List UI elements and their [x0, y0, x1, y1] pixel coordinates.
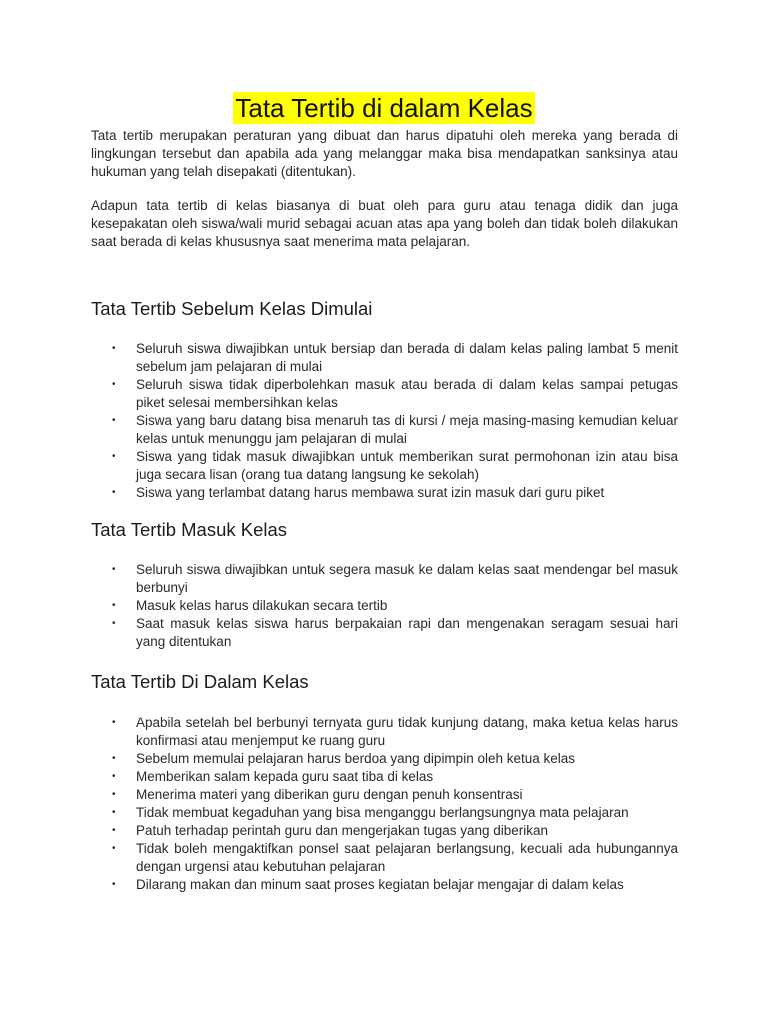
list-item-text: Siswa yang terlambat datang harus membawa surat izin masuk dari guru piket: [136, 485, 605, 500]
list-item-text: Siswa yang tidak masuk diwajibkan untuk memberikan surat permohonan izin atau bisa juga secara lisan (orang tua datang langsung ke sekolah): [136, 449, 678, 482]
list-item: [112, 768, 678, 786]
bullet-icon: •: [112, 789, 116, 800]
section-heading-entering-class: Tata Tertib Masuk Kelas: [91, 519, 288, 540]
section-heading-inside-class: Tata Tertib Di Dalam Kelas: [91, 671, 309, 692]
list-item: [112, 448, 678, 484]
list-item-text: Tidak membuat kegaduhan yang bisa menganggu berlangsungnya mata pelajaran: [136, 805, 629, 820]
list-item: [112, 714, 678, 750]
list-item-text: Memberikan salam kepada guru saat tiba di kelas: [136, 769, 434, 784]
bullet-icon: •: [112, 564, 116, 575]
list-inside-class: [112, 714, 678, 894]
list-item-text: Menerima materi yang diberikan guru dengan penuh konsentrasi: [136, 787, 523, 802]
bullet-icon: •: [112, 618, 116, 629]
bullet-icon: •: [112, 879, 116, 890]
bullet-icon: •: [112, 771, 116, 782]
list-item: [112, 750, 678, 768]
list-item-text: Dilarang makan dan minum saat proses kegiatan belajar mengajar di dalam kelas: [136, 877, 624, 892]
list-item: [112, 340, 678, 376]
list-item: [112, 597, 678, 615]
bullet-icon: •: [112, 487, 116, 498]
list-item: [112, 484, 678, 502]
bullet-icon: •: [112, 379, 116, 390]
list-item: [112, 786, 678, 804]
document-title: Tata Tertib di dalam Kelas: [235, 93, 533, 123]
list-item: [112, 376, 678, 412]
list-item-text: Patuh terhadap perintah guru dan mengerjakan tugas yang diberikan: [136, 823, 549, 838]
list-item-text: Apabila setelah bel berbunyi ternyata guru tidak kunjung datang, maka ketua kelas harus konfirmasi atau menjemput ke ruang guru: [136, 715, 678, 748]
list-before-class: [112, 340, 678, 502]
list-item-text: Masuk kelas harus dilakukan secara tertib: [136, 598, 388, 613]
list-item-text: Saat masuk kelas siswa harus berpakaian rapi dan mengenakan seragam sesuai hari yang ditentukan: [136, 616, 678, 649]
bullet-icon: •: [112, 717, 116, 728]
bullet-icon: •: [112, 415, 116, 426]
bullet-icon: •: [112, 825, 116, 836]
bullet-icon: •: [112, 807, 116, 818]
list-item-text: Seluruh siswa diwajibkan untuk bersiap dan berada di dalam kelas paling lambat 5 menit sebelum jam pelajaran di mulai: [136, 341, 678, 374]
list-item-text: Siswa yang baru datang bisa menaruh tas di kursi / meja masing-masing kemudian keluar kelas untuk menunggu jam pelajaran di mulai: [136, 413, 678, 446]
list-item-text: Sebelum memulai pelajaran harus berdoa yang dipimpin oleh ketua kelas: [136, 751, 576, 766]
bullet-icon: •: [112, 753, 116, 764]
list-item-text: Tidak boleh mengaktifkan ponsel saat pelajaran berlangsung, kecuali ada hubungannya dengan urgensi atau kebutuhan pelajaran: [136, 841, 678, 874]
intro-paragraph-1: Tata tertib merupakan peraturan yang dibuat dan harus dipatuhi oleh mereka yang berada di lingkungan tersebut dan apabila ada yang melanggar maka bisa mendapatkan sanksinya atau hukuman yang telah disepakati (ditentukan).: [91, 128, 678, 179]
title-container: [0, 92, 768, 124]
list-item: [112, 412, 678, 448]
bullet-icon: •: [112, 843, 116, 854]
list-item: [112, 822, 678, 840]
list-item: [112, 804, 678, 822]
bullet-icon: •: [112, 600, 116, 611]
bullet-icon: •: [112, 343, 116, 354]
list-entering-class: [112, 561, 678, 651]
list-item: [112, 876, 678, 894]
bullet-icon: •: [112, 451, 116, 462]
intro-paragraph-2: Adapun tata tertib di kelas biasanya di buat oleh para guru atau tenaga didik dan juga kesepakatan oleh siswa/wali murid sebagai acuan atas apa yang boleh dan tidak boleh dilakukan saat berada di kelas khususnya saat menerima mata pelajaran.: [91, 198, 678, 249]
list-item: [112, 840, 678, 876]
section-heading-before-class: Tata Tertib Sebelum Kelas Dimulai: [91, 298, 373, 319]
list-item: [112, 561, 678, 597]
list-item-text: Seluruh siswa diwajibkan untuk segera masuk ke dalam kelas saat mendengar bel masuk berbunyi: [136, 562, 678, 595]
list-item: [112, 615, 678, 651]
list-item-text: Seluruh siswa tidak diperbolehkan masuk atau berada di dalam kelas sampai petugas piket selesai membersihkan kelas: [136, 377, 678, 410]
